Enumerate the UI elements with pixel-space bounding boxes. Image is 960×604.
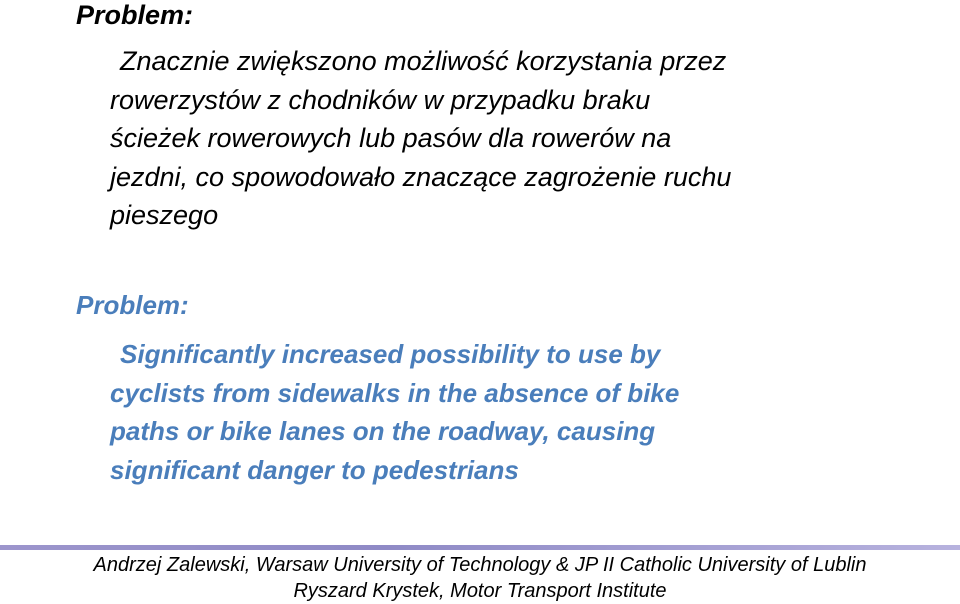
english-line-3: paths or bike lanes on the roadway, causing [110, 416, 656, 446]
footer-authors-line: Andrzej Zalewski, Warsaw University of Technology & JP II Catholic University of Lublin [93, 554, 867, 576]
footer-institute-line: Ryszard Krystek, Motor Transport Institute [293, 580, 667, 602]
english-line-4: significant danger to pedestrians [110, 454, 519, 485]
polish-line-4: jezdni, co spowodowało znaczące zagrożenie ruchu [110, 161, 732, 192]
polish-line-3: ścieżek rowerowych lub pasów dla rowerów na [110, 123, 672, 153]
english-problem-heading: Problem: [76, 290, 189, 320]
footer-divider [0, 545, 960, 550]
polish-problem-heading: Problem: [76, 0, 194, 30]
polish-line-2: rowerzystów z chodników w przypadku braku [110, 84, 651, 115]
english-problem-text [110, 335, 910, 489]
english-line-2: cyclists from sidewalks in the absence of bike [110, 377, 680, 408]
polish-line-1: Znacznie zwiększono możliwość korzystania przez [120, 46, 727, 76]
polish-problem-text [110, 42, 910, 235]
polish-line-5: pieszego [110, 200, 219, 230]
slide-footer [0, 552, 960, 604]
english-line-1: Significantly increased possibility to use by [120, 339, 661, 369]
